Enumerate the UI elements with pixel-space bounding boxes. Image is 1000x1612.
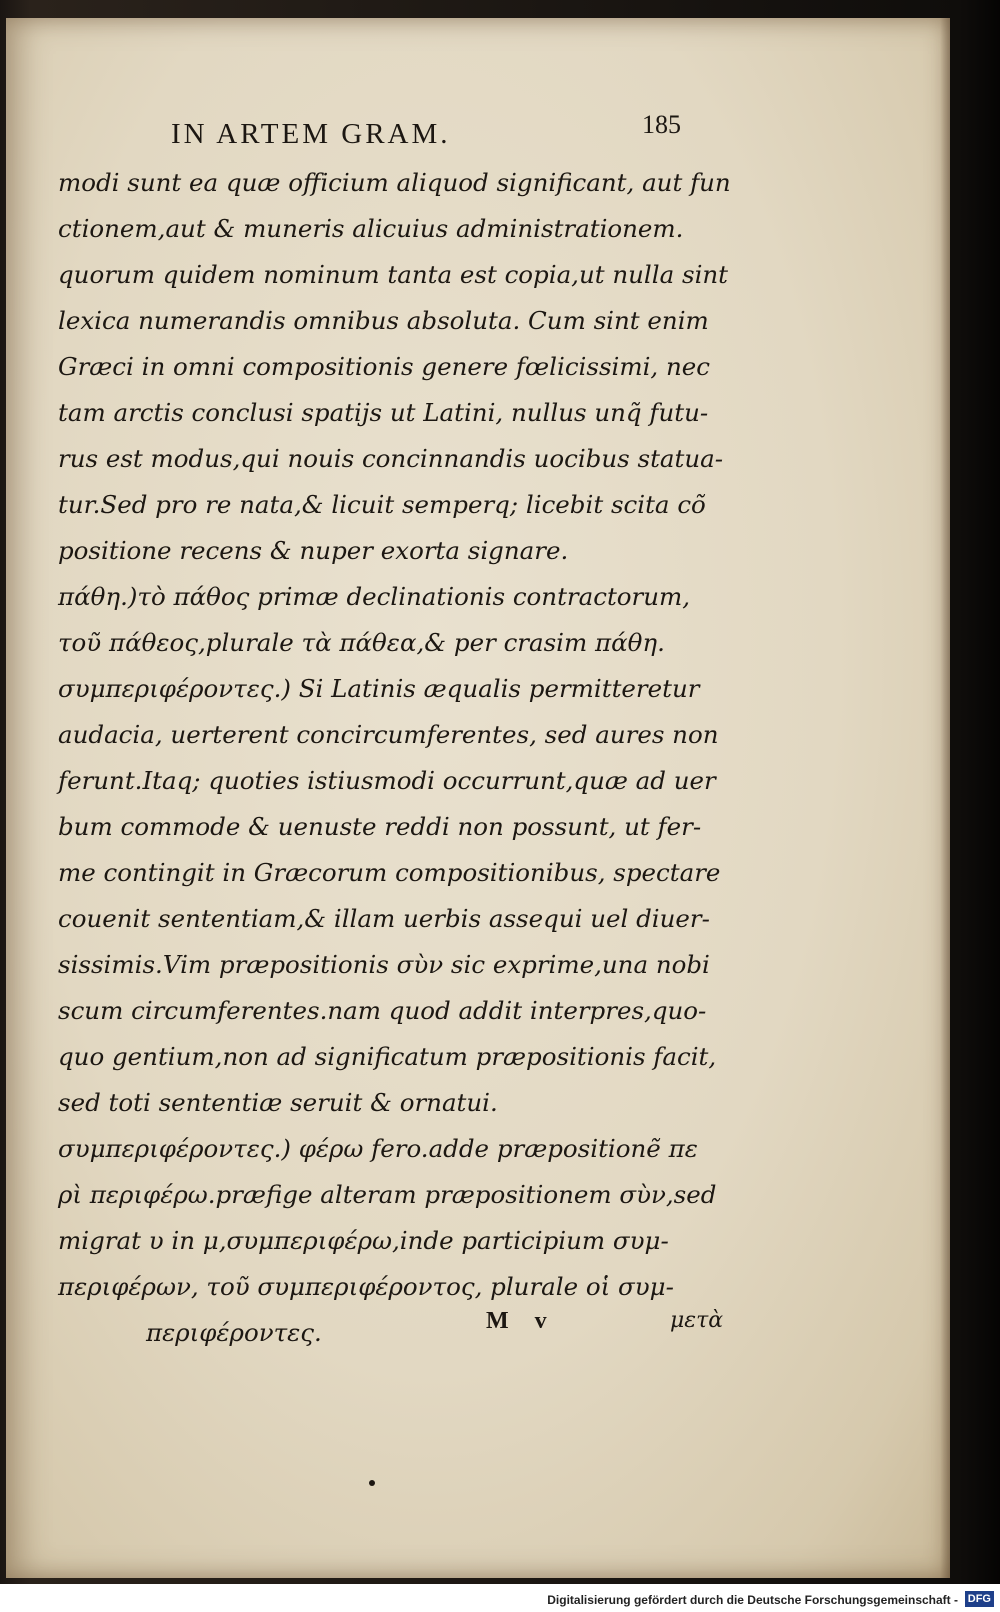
text-line: migrat υ in μ,συμπεριφέρω,inde participium συμ- [58, 1226, 669, 1255]
text-line: συμπεριφέροντες.) Si Latinis æqualis permitteretur [58, 674, 700, 703]
text-line: lexica numerandis omnibus absoluta. Cum sint enim [58, 306, 709, 335]
text-line: sissimis.Vim præpositionis σὺν sic exprime,una nobi [58, 950, 710, 979]
book-page [6, 18, 950, 1578]
text-line: συμπεριφέροντες.) φέρω fero.adde præpositionẽ πε [58, 1134, 698, 1163]
text-line: ρὶ περιφέρω.præfige alteram præpositionem σὺν,sed [58, 1180, 717, 1209]
funding-credit: Digitalisierung gefördert durch die Deutsche Forschungsgemeinschaft - [547, 1593, 958, 1607]
signature-mark: M v [486, 1308, 557, 1334]
text-line: me contingit in Græcorum compositionibus, spectare [58, 858, 721, 887]
text-line: tam arctis conclusi spatijs ut Latini, nullus unq̃ futu- [58, 398, 709, 427]
text-line: quorum quidem nominum tanta est copia,ut nulla sint [58, 260, 729, 289]
text-line: πάθη.)τὸ πάθος primæ declinationis contractorum, [58, 582, 691, 611]
page-number: 185 [642, 110, 681, 139]
text-line: couenit sententiam,& illam uerbis assequi uel diuer- [58, 904, 710, 933]
text-line: tur.Sed pro re nata,& licuit semperq; licebit scita cõ [58, 490, 706, 519]
running-head: IN ARTEM GRAM. [171, 118, 451, 150]
text-line: scum circumferentes.nam quod addit interpres,quo- [58, 996, 707, 1025]
text-line: περιφέρων, τοῦ συμπεριφέροντος, plurale οἱ συμ- [58, 1272, 674, 1301]
text-line: Græci in omni compositionis genere fœlicissimi, nec [58, 352, 711, 381]
catchword: μετὰ [670, 1308, 724, 1333]
text-line: positione recens & nuper exorta signare. [58, 536, 569, 565]
text-line: ctionem,aut & muneris alicuius administrationem. [58, 214, 684, 243]
text-line: rus est modus,qui nouis concinnandis uocibus statua- [58, 444, 724, 473]
footer-bar [0, 1584, 1000, 1612]
text-line: sed toti sententiæ seruit & ornatui. [58, 1088, 498, 1117]
text-line: bum commode & uenuste reddi non possunt, ut fer- [58, 812, 702, 841]
ink-spot [369, 1480, 375, 1486]
text-line: τοῦ πάθεος,plurale τὰ πάθεα,& per crasim πάθη. [58, 628, 665, 657]
text-line: modi sunt ea quæ officium aliquod significant, aut fun [58, 168, 731, 197]
body-text [58, 160, 731, 1356]
text-line: quo gentium,non ad significatum præpositionis facit, [58, 1042, 717, 1071]
text-line: ferunt.Itaq; quoties istiusmodi occurrunt,quæ ad uer [58, 766, 716, 795]
dfg-logo: DFG [965, 1591, 994, 1607]
text-line: περιφέροντες. [146, 1318, 322, 1347]
text-line: audacia, uerterent concircumferentes, sed aures non [58, 720, 719, 749]
